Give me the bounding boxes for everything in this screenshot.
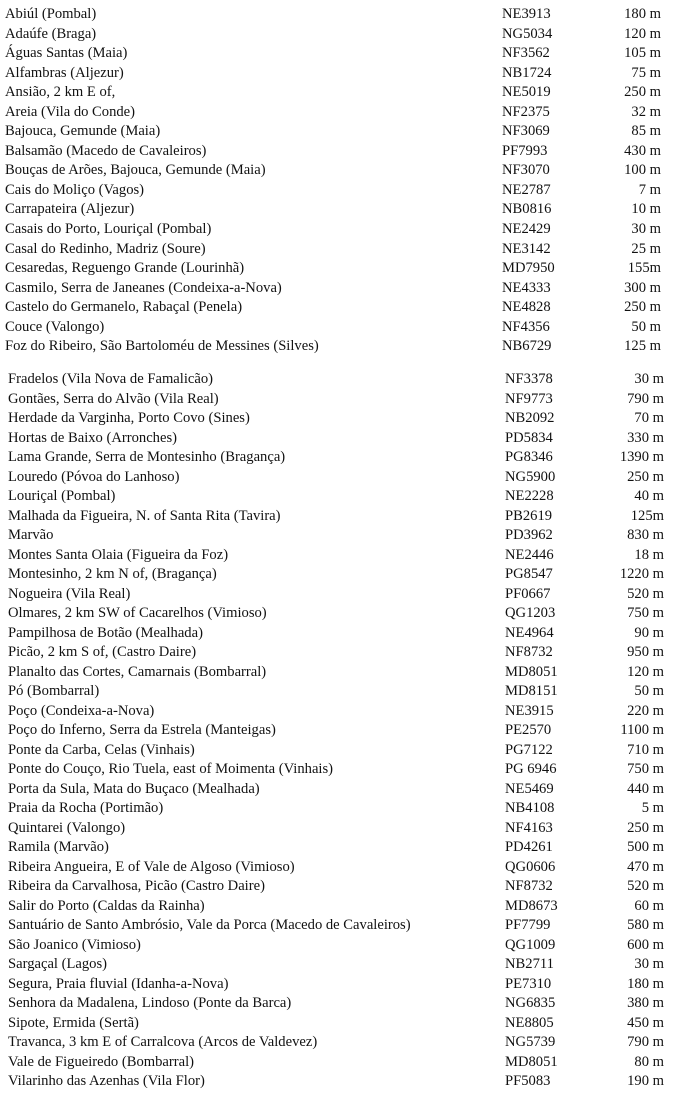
table-row [0, 161, 689, 181]
table-row [0, 643, 689, 663]
altitude: 520 m [627, 878, 664, 894]
grid-reference: NF9773 [505, 390, 553, 407]
altitude: 5 m [641, 800, 664, 816]
table-row [0, 240, 689, 260]
altitude: 30 m [634, 956, 664, 972]
table-row [0, 819, 689, 839]
locality-name: Picão, 2 km S of, (Castro Daire) [8, 644, 197, 660]
table-row [0, 858, 689, 878]
table-row [0, 1072, 689, 1092]
locality-name: Louriçal (Pombal) [8, 488, 116, 504]
altitude: 710 m [627, 741, 664, 758]
table-row [0, 585, 689, 605]
grid-reference: NE5019 [502, 84, 551, 101]
altitude: 430 m [624, 142, 661, 159]
altitude: 1220 m [619, 566, 664, 582]
grid-reference: PD3962 [505, 527, 553, 543]
locality-name: Abiúl (Pombal) [5, 6, 97, 22]
grid-reference: PD5834 [505, 429, 553, 446]
altitude: 85 m [631, 123, 661, 140]
table-row [0, 936, 689, 956]
grid-reference: QG0606 [505, 858, 556, 875]
grid-reference: NG5034 [502, 25, 553, 42]
grid-reference: NG6835 [505, 995, 556, 1011]
table-row [0, 546, 689, 566]
locality-name: Ponte do Couço, Rio Tuela, east of Moimenta (Vinhais) [8, 761, 334, 777]
table-row [0, 975, 689, 995]
locality-name: Fradelos (Vila Nova de Famalicão) [8, 371, 213, 387]
locality-name: Águas Santas (Maia) [5, 45, 128, 62]
altitude: 180 m [627, 975, 664, 992]
table-row [0, 259, 689, 279]
table-row [0, 780, 689, 800]
altitude: 125m [630, 507, 664, 524]
grid-reference: PG8547 [505, 566, 553, 582]
locality-name: Vilarinho das Azenhas (Vila Flor) [8, 1073, 205, 1089]
grid-reference: NB2711 [505, 956, 554, 972]
table-row [0, 220, 689, 240]
locality-name: Hortas de Baixo (Arronches) [8, 429, 177, 446]
altitude: 30 m [634, 371, 664, 387]
grid-reference: NB6729 [502, 338, 552, 355]
altitude: 50 m [634, 683, 664, 699]
altitude: 830 m [627, 527, 664, 543]
grid-reference: NF3070 [502, 162, 550, 179]
altitude: 80 m [634, 1053, 664, 1070]
altitude: 1100 m [620, 722, 664, 738]
grid-reference: NE2429 [502, 221, 551, 238]
altitude: 300 m [624, 279, 661, 296]
locality-name: Montes Santa Olaia (Figueira da Foz) [8, 546, 229, 563]
altitude: 120 m [627, 663, 664, 680]
grid-reference: PF7799 [505, 917, 551, 933]
locality-name: Ansião, 2 km E of, [5, 84, 116, 101]
grid-reference: NE2446 [505, 546, 554, 563]
altitude: 250 m [627, 468, 664, 485]
table-row [0, 318, 689, 338]
locality-name: São Joanico (Vimioso) [8, 936, 141, 953]
grid-reference: NF3562 [502, 45, 550, 62]
altitude: 250 m [624, 84, 661, 101]
locality-name: Sargaçal (Lagos) [8, 956, 108, 972]
altitude: 950 m [627, 644, 664, 660]
table-row [0, 1053, 689, 1073]
table-row [0, 994, 689, 1014]
locality-name: Carrapateira (Aljezur) [5, 201, 135, 218]
locality-name: Pó (Bombarral) [8, 683, 100, 699]
locality-name: Porta da Sula, Mata do Buçaco (Mealhada) [8, 780, 260, 797]
table-row [0, 142, 689, 162]
grid-reference: NE3915 [505, 702, 554, 719]
altitude: 790 m [627, 1034, 664, 1050]
locality-name: Ribeira Angueira, E of Vale de Algoso (Vimioso) [8, 858, 295, 875]
table-row [0, 429, 689, 449]
locality-name: Bajouca, Gemunde (Maia) [5, 123, 161, 140]
locality-name: Couce (Valongo) [5, 318, 105, 335]
locality-name: Foz do Ribeiro, São Bartoloméu de Messines (Silves) [5, 338, 319, 355]
locality-name: Malhada da Figueira, N. of Santa Rita (Tavira) [8, 507, 281, 524]
altitude: 330 m [627, 429, 664, 446]
altitude: 380 m [627, 995, 664, 1011]
table-row [0, 370, 689, 390]
grid-reference: PF0667 [505, 585, 551, 602]
locality-name: Cesaredas, Reguengo Grande (Lourinhã) [5, 260, 245, 277]
locality-name: Cais do Moliço (Vagos) [5, 181, 145, 198]
altitude: 600 m [627, 936, 664, 953]
table-row [0, 1033, 689, 1053]
table-row [0, 565, 689, 585]
altitude: 75 m [631, 64, 661, 81]
altitude: 60 m [634, 897, 664, 914]
locality-name: Vale de Figueiredo (Bombarral) [8, 1053, 195, 1070]
altitude: 750 m [627, 761, 664, 777]
locality-name: Alfambras (Aljezur) [5, 64, 124, 81]
table-row [0, 390, 689, 410]
grid-reference: MD8051 [505, 663, 558, 680]
grid-reference: NB4108 [505, 800, 555, 816]
grid-reference: MD8673 [505, 897, 558, 914]
locality-table-block-2 [0, 370, 689, 1092]
altitude: 18 m [634, 546, 664, 563]
grid-reference: NB2092 [505, 410, 555, 426]
locality-name: Praia da Rocha (Portimão) [8, 800, 164, 816]
locality-name: Ponte da Carba, Celas (Vinhais) [8, 741, 195, 758]
locality-name: Areia (Vila do Conde) [5, 103, 136, 120]
grid-reference: PE7310 [505, 975, 552, 992]
grid-reference: NB0816 [502, 201, 552, 218]
table-row [0, 663, 689, 683]
locality-name: Pampilhosa de Botão (Mealhada) [8, 624, 203, 641]
table-row [0, 760, 689, 780]
altitude: 250 m [624, 299, 661, 316]
grid-reference: MD8051 [505, 1053, 558, 1070]
altitude: 520 m [627, 585, 664, 602]
table-row [0, 64, 689, 84]
grid-reference: NE8805 [505, 1014, 554, 1031]
grid-reference: NG5900 [505, 468, 556, 485]
altitude: 155m [627, 260, 661, 277]
altitude: 750 m [627, 605, 664, 621]
table-row [0, 122, 689, 142]
table-row [0, 799, 689, 819]
grid-reference: MD8151 [505, 683, 558, 699]
locality-name: Santuário de Santo Ambrósio, Vale da Porca (Macedo de Cavaleiros) [8, 917, 411, 933]
locality-name: Olmares, 2 km SW of Cacarelhos (Vimioso) [8, 605, 267, 621]
locality-name: Castelo do Germanelo, Rabaçal (Penela) [5, 299, 243, 316]
altitude: 790 m [627, 390, 664, 407]
table-row [0, 838, 689, 858]
grid-reference: NF3378 [505, 371, 553, 387]
locality-name: Gontães, Serra do Alvão (Vila Real) [8, 390, 219, 407]
locality-name: Senhora da Madalena, Lindoso (Ponte da Barca) [8, 995, 292, 1011]
grid-reference: PF7993 [502, 142, 548, 159]
locality-name: Louredo (Póvoa do Lanhoso) [8, 468, 180, 485]
locality-name: Casal do Redinho, Madriz (Soure) [5, 240, 206, 257]
altitude: 1390 m [619, 449, 664, 465]
table-row [0, 25, 689, 45]
locality-name: Bouças de Arões, Bajouca, Gemunde (Maia) [5, 162, 266, 179]
grid-reference: PG 6946 [505, 761, 557, 777]
table-row [0, 44, 689, 64]
table-row [0, 741, 689, 761]
table-row [0, 702, 689, 722]
grid-reference: NE3913 [502, 6, 551, 22]
table-row [0, 604, 689, 624]
grid-reference: PG8346 [505, 449, 553, 465]
grid-reference: NG5739 [505, 1034, 556, 1050]
locality-name: Balsamão (Macedo de Cavaleiros) [5, 142, 207, 159]
locality-name: Poço (Condeixa-a-Nova) [8, 702, 155, 719]
locality-name: Quintarei (Valongo) [8, 819, 126, 836]
altitude: 7 m [638, 181, 661, 198]
table-row [0, 877, 689, 897]
grid-reference: QG1203 [505, 605, 556, 621]
table-row [0, 279, 689, 299]
grid-reference: NF3069 [502, 123, 550, 140]
table-row [0, 526, 689, 546]
table-row [0, 448, 689, 468]
locality-name: Travanca, 3 km E of Carralcova (Arcos de Valdevez) [8, 1034, 318, 1050]
altitude: 580 m [627, 917, 664, 933]
altitude: 10 m [631, 201, 661, 218]
locality-name: Sipote, Ermida (Sertã) [8, 1014, 139, 1031]
locality-name: Adaúfe (Braga) [5, 25, 97, 42]
table-row [0, 468, 689, 488]
grid-reference: NE3142 [502, 240, 551, 257]
grid-reference: NE4828 [502, 299, 551, 316]
altitude: 70 m [634, 410, 664, 426]
grid-reference: NE4333 [502, 279, 551, 296]
grid-reference: NB1724 [502, 64, 552, 81]
locality-name: Lama Grande, Serra de Montesinho (Bragança) [8, 449, 286, 465]
locality-name: Ribeira da Carvalhosa, Picão (Castro Daire) [8, 878, 265, 894]
altitude: 500 m [627, 839, 664, 855]
altitude: 25 m [631, 240, 661, 257]
table-row [0, 897, 689, 917]
grid-reference: NF8732 [505, 878, 553, 894]
table-row [0, 200, 689, 220]
locality-name: Casais do Porto, Louriçal (Pombal) [5, 221, 212, 238]
locality-name: Casmilo, Serra de Janeanes (Condeixa-a-Nova) [5, 279, 282, 296]
grid-reference: NE4964 [505, 624, 554, 641]
altitude: 470 m [627, 858, 664, 875]
table-row [0, 5, 689, 25]
altitude: 125 m [624, 338, 661, 355]
altitude: 50 m [631, 318, 661, 335]
table-row [0, 624, 689, 644]
locality-name: Planalto das Cortes, Camarnais (Bombarral) [8, 663, 267, 680]
table-row [0, 507, 689, 527]
altitude: 250 m [627, 819, 664, 836]
grid-reference: NF4163 [505, 819, 553, 836]
table-row [0, 916, 689, 936]
grid-reference: MD7950 [502, 260, 555, 277]
table-row [0, 1014, 689, 1034]
altitude: 100 m [624, 162, 661, 179]
altitude: 120 m [624, 25, 661, 42]
grid-reference: NE2228 [505, 488, 554, 504]
table-row [0, 337, 689, 357]
grid-reference: NE2787 [502, 181, 551, 198]
locality-table-block-1 [0, 5, 689, 357]
locality-name: Ramila (Marvão) [8, 839, 109, 855]
locality-name: Salir do Porto (Caldas da Rainha) [8, 897, 205, 914]
altitude: 40 m [634, 488, 664, 504]
grid-reference: QG1009 [505, 936, 556, 953]
table-row [0, 103, 689, 123]
grid-reference: NE5469 [505, 780, 554, 797]
locality-name: Segura, Praia fluvial (Idanha-a-Nova) [8, 975, 229, 992]
table-row [0, 682, 689, 702]
locality-name: Poço do Inferno, Serra da Estrela (Manteigas) [8, 722, 276, 738]
grid-reference: PG7122 [505, 741, 553, 758]
table-row [0, 487, 689, 507]
grid-reference: NF8732 [505, 644, 553, 660]
altitude: 32 m [631, 103, 661, 120]
table-row [0, 955, 689, 975]
altitude: 90 m [634, 624, 664, 641]
table-row [0, 409, 689, 429]
locality-name: Marvão [8, 527, 54, 543]
altitude: 190 m [627, 1073, 664, 1089]
altitude: 105 m [624, 45, 661, 62]
grid-reference: NF4356 [502, 318, 550, 335]
locality-name: Herdade da Varginha, Porto Covo (Sines) [8, 410, 250, 426]
grid-reference: PF5083 [505, 1073, 551, 1089]
altitude: 440 m [627, 780, 664, 797]
grid-reference: PE2570 [505, 722, 552, 738]
grid-reference: NF2375 [502, 103, 550, 120]
table-row [0, 181, 689, 201]
locality-name: Montesinho, 2 km N of, (Bragança) [8, 566, 217, 582]
table-row [0, 298, 689, 318]
grid-reference: PB2619 [505, 507, 553, 524]
locality-name: Nogueira (Vila Real) [8, 585, 131, 602]
altitude: 30 m [631, 221, 661, 238]
altitude: 450 m [627, 1014, 664, 1031]
table-row [0, 83, 689, 103]
table-row [0, 721, 689, 741]
grid-reference: PD4261 [505, 839, 553, 855]
altitude: 180 m [624, 6, 661, 22]
altitude: 220 m [627, 702, 664, 719]
